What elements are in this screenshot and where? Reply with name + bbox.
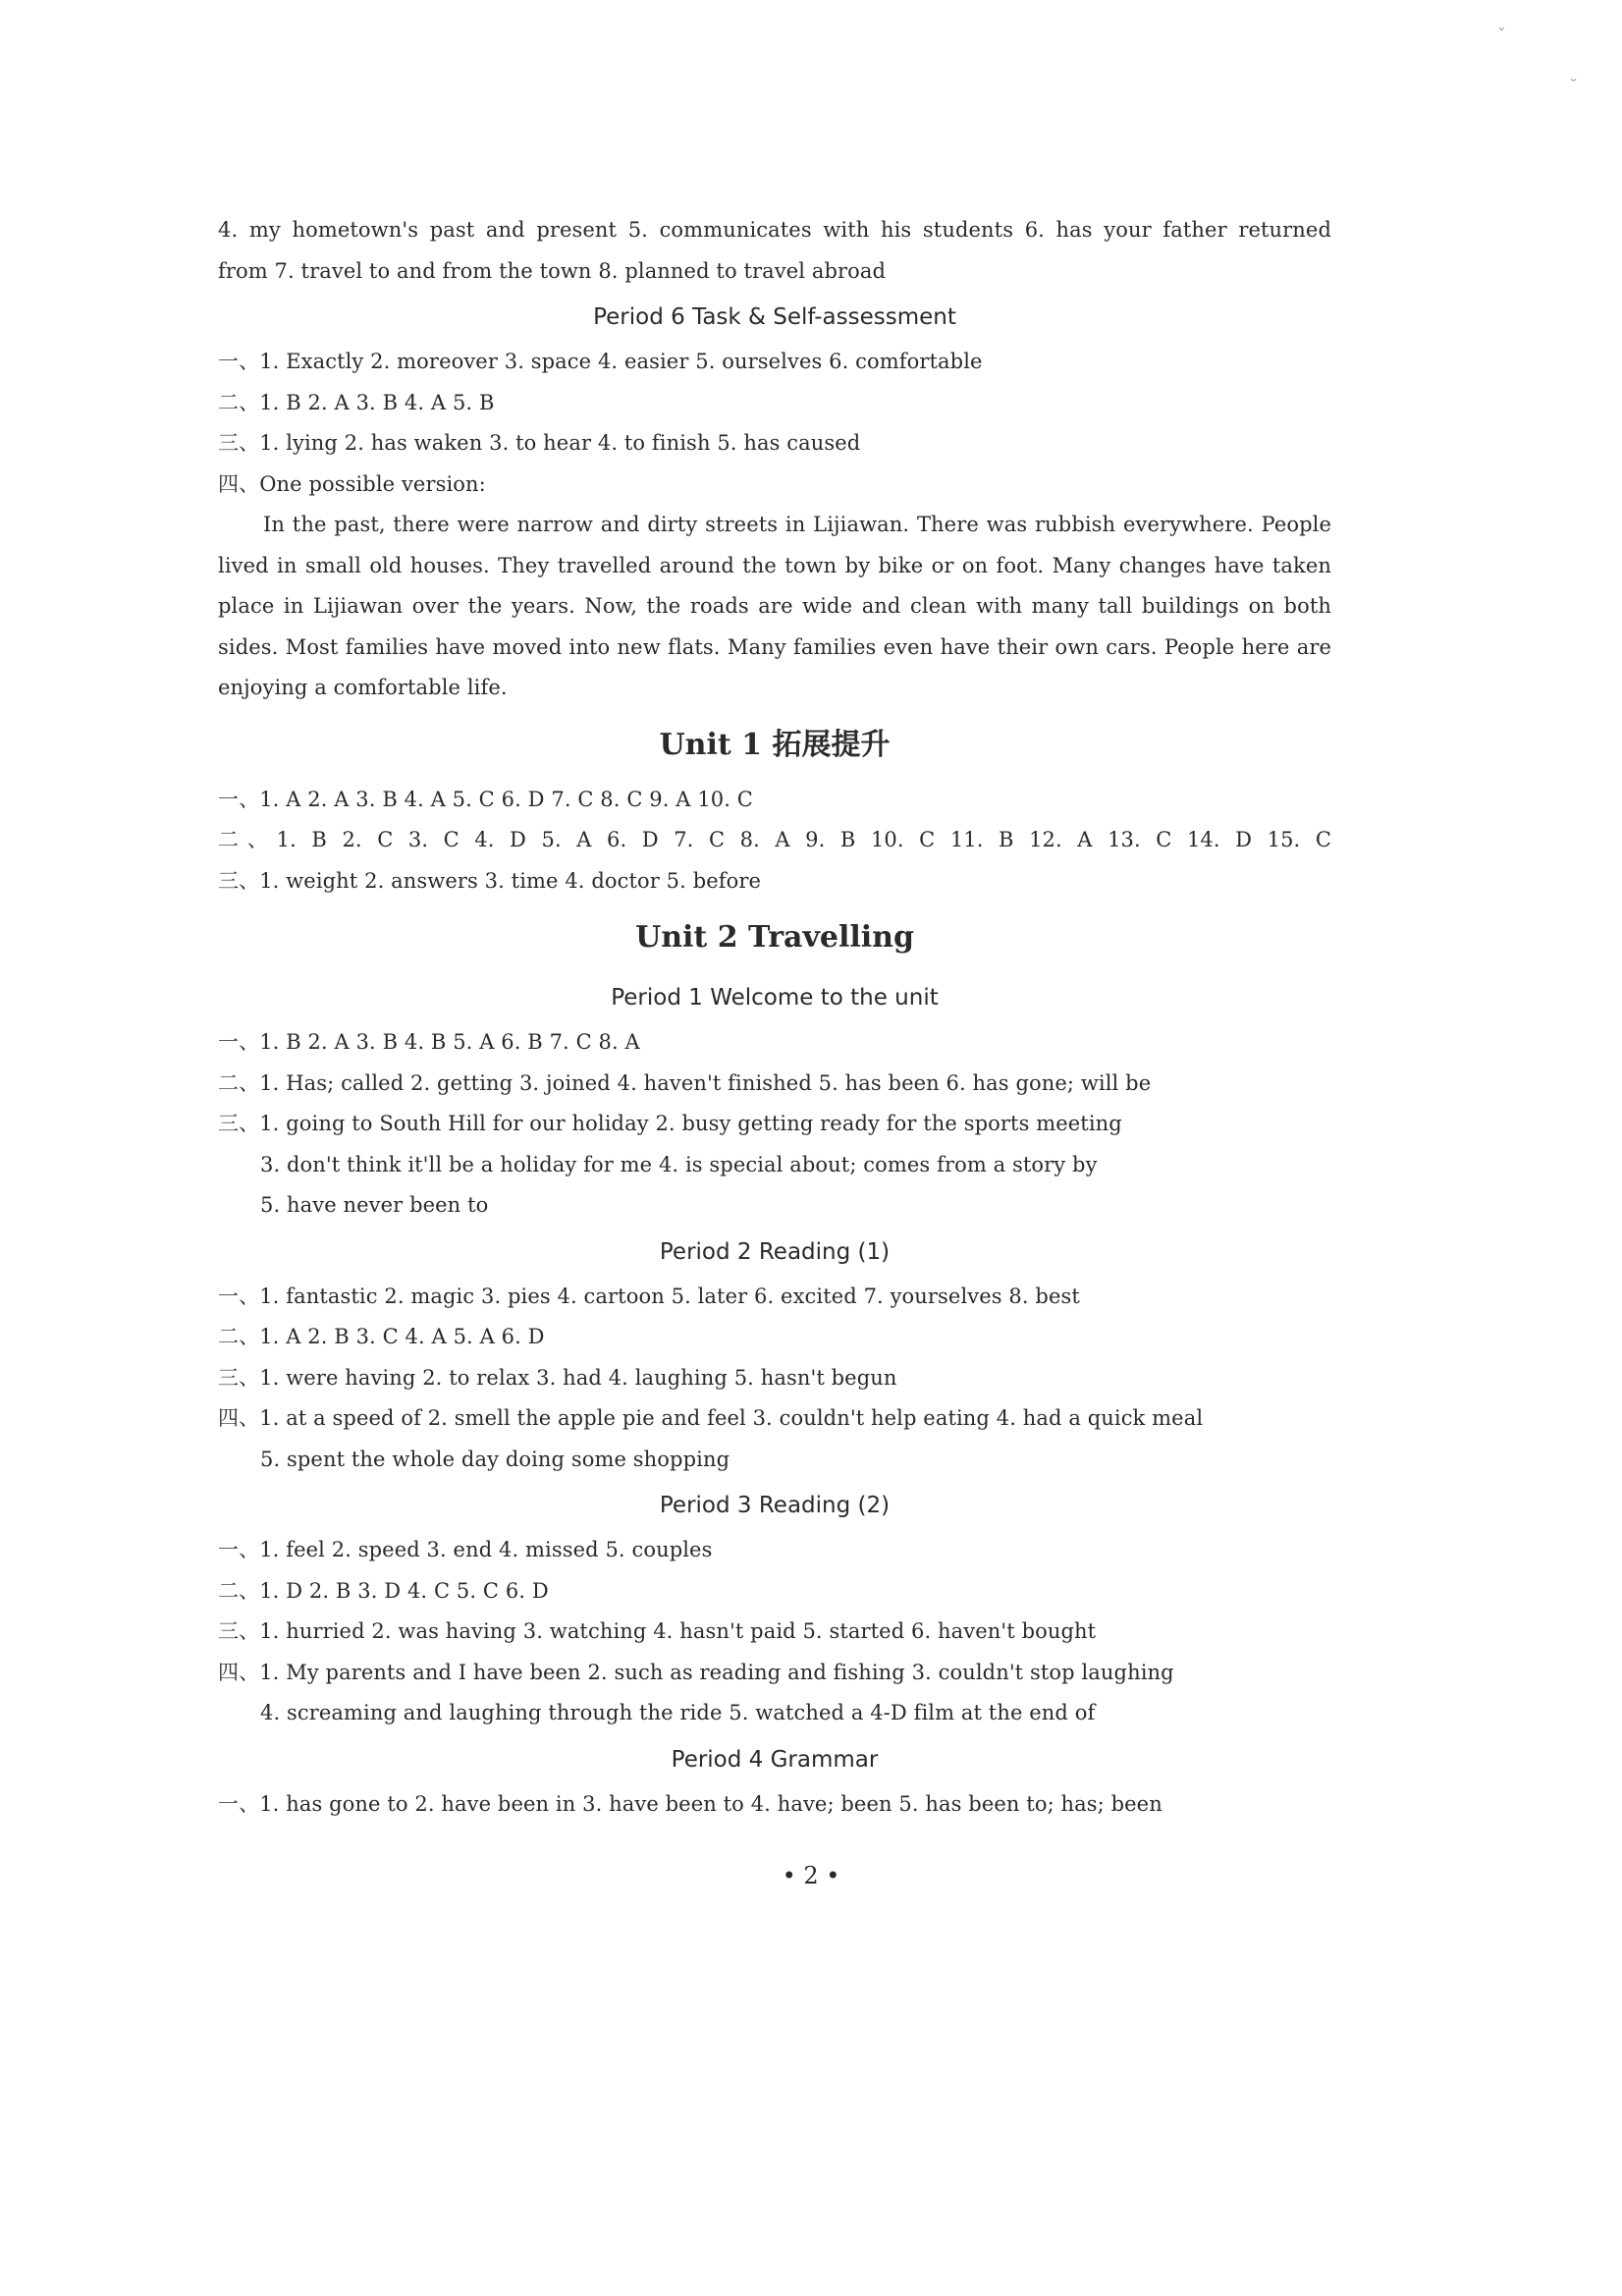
answer-line: 三、1. going to South Hill for our holiday 2. busy getting ready for the sports meeting xyxy=(218,1112,1122,1135)
answer-line: 二、1. Has; called 2. getting 3. joined 4. haven't finished 5. has been 6. has gone; will be xyxy=(218,1070,1152,1095)
unit-heading: Unit 1 拓展提升 xyxy=(659,727,891,762)
answer-line: 一、1. Exactly 2. moreover 3. space 4. easier 5. ourselves 6. comfortable xyxy=(218,350,983,373)
answer-line: 4. screaming and laughing through the ride 5. watched a 4-D film at the end of xyxy=(260,1701,1096,1724)
period-heading: Period 4 Grammar xyxy=(671,1746,879,1773)
scan-mark-top: ˇ xyxy=(1497,26,1506,46)
unit-heading: Unit 2 Travelling xyxy=(635,920,914,955)
answer-line: 3. don't think it'll be a holiday for me 4. is special about; comes from a story by xyxy=(260,1152,1098,1176)
answer-line: 三、1. were having 2. to relax 3. had 4. laughing 5. hasn't begun xyxy=(218,1365,897,1390)
answer-line: 四、1. at a speed of 2. smell the apple pie and feel 3. couldn't help eating 4. had a quick meal xyxy=(218,1406,1204,1430)
period-heading: Period 3 Reading (2) xyxy=(659,1493,891,1518)
answer-line: 一、1. B 2. A 3. B 4. B 5. A 6. B 7. C 8. A xyxy=(218,1030,640,1054)
answer-line: 二、1. D 2. B 3. D 4. C 5. C 6. D xyxy=(218,1578,549,1603)
scan-mark-top-right: ˘ xyxy=(1569,77,1578,97)
answer-line: 一、1. fantastic 2. magic 3. pies 4. cartoon 5. later 6. excited 7. yourselves 8. best xyxy=(218,1284,1080,1308)
answer-line: 二、1. A 2. B 3. C 4. A 5. A 6. D xyxy=(218,1325,545,1348)
answer-line: 4. my hometown's past and present 5. communicates with his students 6. has your father returned xyxy=(218,218,1331,242)
writing-sample-paragraph: In the past, there were narrow and dirty streets in Lijiawan. There was rubbish everywhere. People lived in small old houses. They travelled around the town by bike or on foot. Many changes have taken place in Lijiawan over the years. Now, the roads are wide and clean with many tall buildings on both sides. Most families have moved into new flats. Many families even have their own cars. People here are enjoying a comfortable life. xyxy=(218,513,1331,699)
answer-line: 三、1. weight 2. answers 3. time 4. doctor 5. before xyxy=(218,868,762,893)
answer-line: from 7. travel to and from the town 8. planned to travel abroad xyxy=(218,258,887,283)
answer-line: 二、1. B 2. C 3. C 4. D 5. A 6. D 7. C 8. A 9. B 10. C 11. B 12. A 13. C 14. D 15. C xyxy=(218,828,1331,851)
period-heading: Period 2 Reading (1) xyxy=(659,1238,891,1265)
answer-line: 四、One possible version: xyxy=(218,471,486,496)
period-heading: Period 6 Task & Self-assessment xyxy=(593,304,956,330)
answer-line: 5. have never been to xyxy=(260,1193,489,1217)
answer-line: 一、1. A 2. A 3. B 4. A 5. C 6. D 7. C 8. C 9. A 10. C xyxy=(218,787,753,811)
answer-line: 三、1. lying 2. has waken 3. to hear 4. to finish 5. has caused xyxy=(218,431,861,455)
answer-line: 四、1. My parents and I have been 2. such as reading and fishing 3. couldn't stop laughing xyxy=(218,1660,1174,1684)
answer-line: 三、1. hurried 2. was having 3. watching 4. hasn't paid 5. started 6. haven't bought xyxy=(218,1619,1097,1643)
answer-line: 二、1. B 2. A 3. B 4. A 5. B xyxy=(218,390,495,414)
answer-line: 一、1. has gone to 2. have been in 3. have been to 4. have; been 5. has been to; has; been xyxy=(218,1791,1162,1816)
answer-content xyxy=(218,210,1331,1825)
answer-line: 5. spent the whole day doing some shopping xyxy=(260,1447,730,1471)
period-heading: Period 1 Welcome to the unit xyxy=(611,985,939,1011)
answer-line: 一、1. feel 2. speed 3. end 4. missed 5. couples xyxy=(218,1538,713,1561)
page-number: • 2 • xyxy=(782,1862,840,1889)
